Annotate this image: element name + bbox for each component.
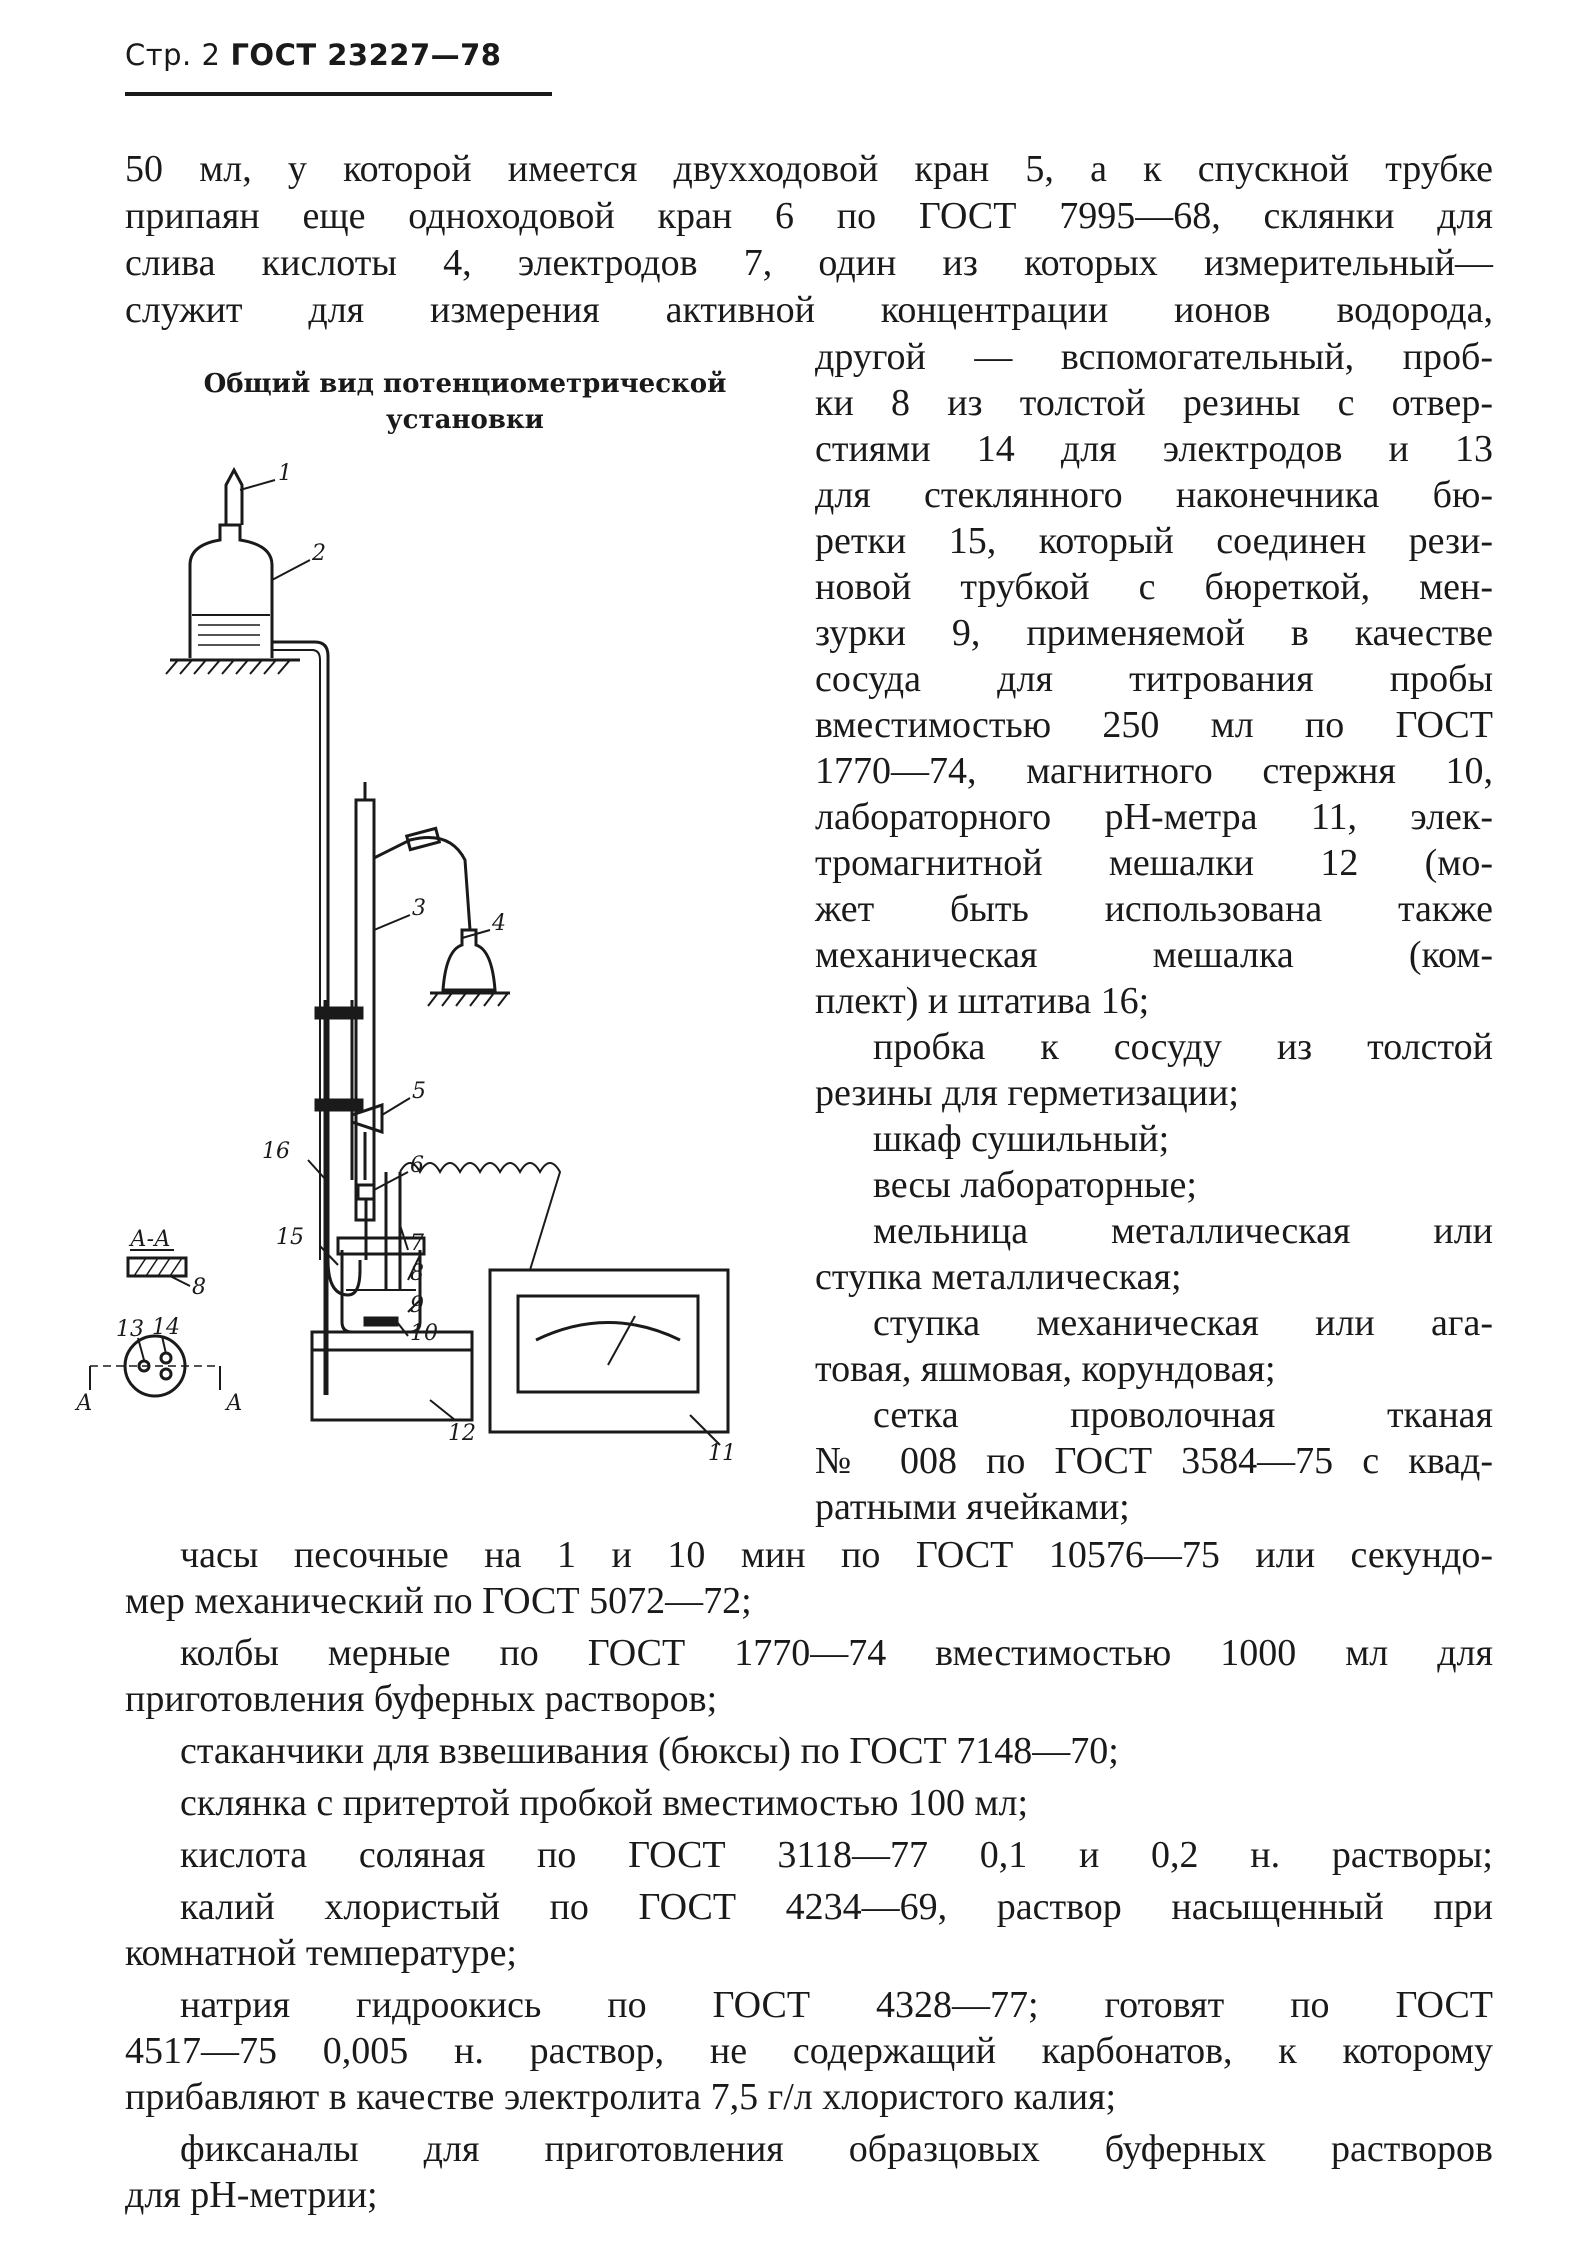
text-line: шкаф сушильный; xyxy=(873,1118,1170,1160)
text-line: тромагнитной мешалки 12 (мо- xyxy=(815,842,1493,884)
ph-meter-scale xyxy=(518,1296,698,1392)
reservoir-bottle xyxy=(190,525,272,658)
text-line: комнатной температуре; xyxy=(125,1932,517,1974)
ph-meter xyxy=(490,1270,728,1432)
text-line: приготовления буферных растворов; xyxy=(125,1678,718,1720)
acid-bottle xyxy=(443,930,495,990)
text-line: товая, яшмовая, корундовая; xyxy=(815,1348,1276,1390)
hole-14b xyxy=(161,1369,171,1379)
text-line: для pH-метрии; xyxy=(125,2174,378,2216)
label-section-8: 8 xyxy=(192,1275,206,1300)
text-line: новой трубкой с бюреткой, мен- xyxy=(815,566,1493,608)
label-a-left: А xyxy=(76,1391,93,1416)
text-line: слива кислоты 4, электродов 7, один из которых измерительный— xyxy=(125,242,1493,284)
text-line: зурки 9, применяемой в качестве xyxy=(815,612,1493,654)
text-line: припаян еще одноходовой кран 6 по ГОСТ 7995—68, склянки для xyxy=(125,195,1493,237)
label-2: 2 xyxy=(312,541,326,566)
label-5: 5 xyxy=(412,1079,426,1104)
label-12: 12 xyxy=(448,1421,476,1446)
section-hatch xyxy=(134,1258,182,1276)
text-line: фиксаналы для приготовления образцовых буферных растворов xyxy=(180,2128,1493,2170)
label-13: 13 xyxy=(116,1317,144,1342)
label-3: 3 xyxy=(412,896,426,921)
text-line: лабораторного pH-метра 11, элек- xyxy=(815,796,1493,838)
page-number: Стр. 2 xyxy=(125,38,221,72)
liquid-hatch xyxy=(198,625,260,645)
text-line: часы песочные на 1 и 10 мин по ГОСТ 10576—75 или секундо- xyxy=(180,1534,1493,1576)
text-line: служит для измерения активной концентрации ионов водорода, xyxy=(125,289,1493,331)
page-header xyxy=(125,38,501,72)
text-line: для стеклянного наконечника бю- xyxy=(815,474,1493,516)
text-line: механическая мешалка (ком- xyxy=(815,934,1493,976)
upper-shelf-hatch xyxy=(166,660,290,674)
label-6: 6 xyxy=(410,1153,424,1178)
text-line: другой — вспомогательный, проб- xyxy=(815,336,1493,378)
label-10: 10 xyxy=(410,1321,438,1346)
label-9: 9 xyxy=(410,1293,424,1318)
stirrer-12 xyxy=(312,1350,472,1420)
header-rule xyxy=(125,92,552,96)
text-line: кислота соляная по ГОСТ 3118—77 0,1 и 0,2 н. растворы; xyxy=(180,1834,1493,1876)
text-line: колбы мерные по ГОСТ 1770—74 вместимостью 1000 мл для xyxy=(180,1632,1493,1674)
text-line: сетка проволочная тканая xyxy=(873,1394,1493,1436)
text-line: № 008 по ГОСТ 3584—75 с квад- xyxy=(815,1440,1493,1482)
standard-number: ГОСТ 23227—78 xyxy=(230,38,502,72)
figure-title-line: Общий вид потенциометрической xyxy=(203,369,727,399)
stirrer-plate xyxy=(312,1332,472,1350)
label-7: 7 xyxy=(410,1231,424,1256)
label-14: 14 xyxy=(152,1315,180,1340)
text-line: натрия гидроокись по ГОСТ 4328—77; готовят по ГОСТ xyxy=(180,1984,1493,2026)
text-line: вместимостью 250 мл по ГОСТ xyxy=(815,704,1493,746)
text-line: ступка механическая или ага- xyxy=(873,1302,1493,1344)
text-line: склянка с притертой пробкой вместимостью 100 мл; xyxy=(180,1782,1029,1824)
stir-bar xyxy=(365,1318,397,1325)
text-line: весы лабораторные; xyxy=(873,1164,1197,1206)
label-8: 8 xyxy=(410,1261,424,1286)
label-16: 16 xyxy=(262,1139,290,1164)
tube-1 xyxy=(226,470,242,525)
figure-title xyxy=(170,366,760,438)
label-15: 15 xyxy=(276,1225,304,1250)
text-line: 1770—74, магнитного стержня 10, xyxy=(815,750,1493,792)
text-line: калий хлористый по ГОСТ 4234—69, раствор насыщенный при xyxy=(180,1886,1493,1928)
text-line: ретки 15, который соединен рези- xyxy=(815,520,1493,562)
label-a-right: А xyxy=(226,1391,243,1416)
text-line: резины для герметизации; xyxy=(815,1072,1239,1114)
text-line: стиями 14 для электродов и 13 xyxy=(815,428,1493,470)
text-line: 50 мл, у которой имеется двухходовой кран 5, а к спускной трубке xyxy=(125,148,1493,190)
text-line: ки 8 из толстой резины с отвер- xyxy=(815,382,1493,424)
apparatus-drawing xyxy=(76,460,790,1470)
text-line: стаканчики для взвешивания (бюксы) по ГОСТ 7148—70; xyxy=(180,1730,1119,1772)
hole-14a xyxy=(161,1353,171,1363)
text-line: ступка металлическая; xyxy=(815,1256,1182,1298)
text-line: мельница металлическая или xyxy=(873,1210,1493,1252)
text-line: сосуда для титрования пробы xyxy=(815,658,1493,700)
meter-arc xyxy=(536,1323,680,1341)
text-line: жет быть использована также xyxy=(815,888,1493,930)
label-4: 4 xyxy=(492,911,506,936)
text-line: 4517—75 0,005 н. раствор, не содержащий карбонатов, к которому xyxy=(125,2030,1493,2072)
text-line: плект) и штатива 16; xyxy=(815,980,1150,1022)
text-line: мер механический по ГОСТ 5072—72; xyxy=(125,1580,752,1622)
text-line: ратными ячейками; xyxy=(815,1486,1130,1528)
label-11: 11 xyxy=(708,1441,736,1466)
text-line: прибавляют в качестве электролита 7,5 г/л хлористого калия; xyxy=(125,2076,1117,2118)
valve-6 xyxy=(358,1185,374,1199)
label-section: А-А xyxy=(130,1227,171,1252)
figure-title-line: установки xyxy=(386,405,544,435)
lower-shelf-hatch xyxy=(428,993,508,1006)
apparatus-figure xyxy=(76,460,790,1470)
connecting-tube-inner xyxy=(272,650,320,1260)
label-1: 1 xyxy=(278,461,292,486)
text-line: пробка к сосуду из толстой xyxy=(873,1026,1493,1068)
